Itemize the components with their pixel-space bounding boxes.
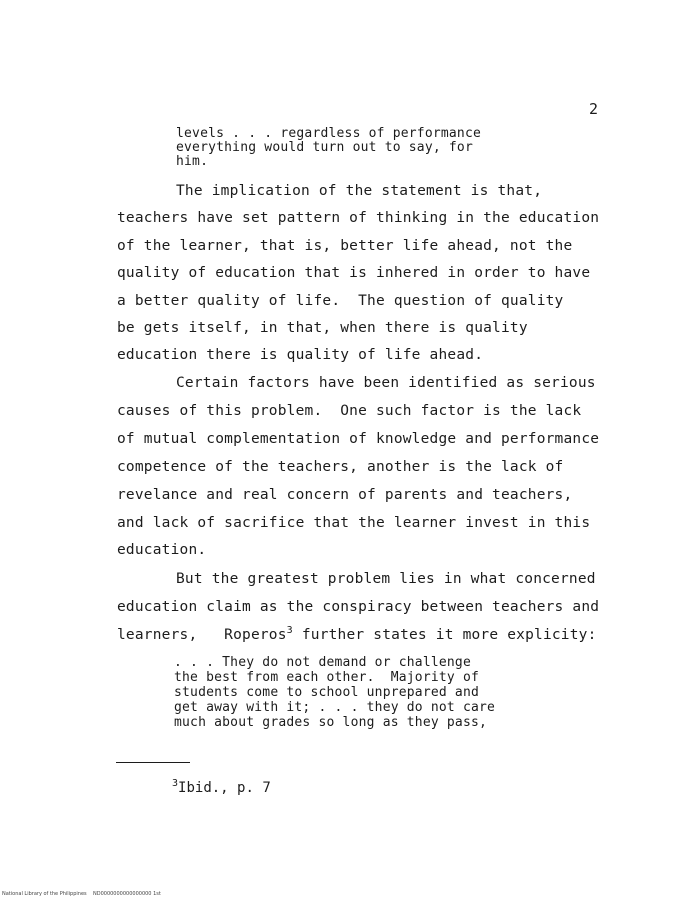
paragraph-1-line-2: teachers have set pattern of thinking in the education — [117, 210, 600, 226]
paragraph-1-line-3: of the learner, that is, better life ahead, not the — [117, 238, 573, 254]
paragraph-3-line-3 — [117, 627, 597, 643]
paragraph-1-line-6: be gets itself, in that, when there is quality — [117, 320, 528, 336]
paragraph-1-line-4: quality of education that is inhered in order to have — [117, 265, 591, 281]
paragraph-2-line-2: causes of this problem. One such factor is the lack — [117, 403, 582, 419]
block-quote-2-line-4: get away with it; . . . they do not care — [174, 700, 496, 715]
paragraph-2-line-7: education. — [117, 542, 207, 558]
footnote — [172, 780, 271, 796]
paragraph-2-line-1: Certain factors have been identified as serious — [176, 375, 596, 391]
page-number: 2 — [589, 100, 599, 118]
block-quote-2-line-1: . . . They do not demand or challenge — [174, 655, 471, 670]
footnote-divider — [116, 762, 190, 763]
footnote-marker: 3 — [172, 778, 179, 789]
block-quote-2-line-3: students come to school unprepared and — [174, 685, 480, 700]
paragraph-3-line-2: education claim as the conspiracy between teachers and — [117, 599, 600, 615]
block-quote-1-line-2: everything would turn out to say, for — [176, 140, 473, 155]
block-quote-2-line-5: much about grades so long as they pass, — [174, 715, 488, 730]
paragraph-2-line-6: and lack of sacrifice that the learner invest in this — [117, 515, 591, 531]
paragraph-2-line-3: of mutual complementation of knowledge and performance — [117, 431, 600, 447]
footnote-text: Ibid., p. 7 — [178, 780, 271, 796]
paragraph-2-line-5: revelance and real concern of parents and teachers, — [117, 487, 573, 503]
paragraph-3-line-3-end: further states it more explicity: — [292, 627, 597, 643]
block-quote-1-line-3: him. — [176, 154, 209, 169]
paragraph-2-line-4: competence of the teachers, another is the lack of — [117, 459, 564, 475]
paragraph-1-line-1: The implication of the statement is that, — [176, 183, 543, 199]
paragraph-1-line-5: a better quality of life. The question of quality — [117, 293, 564, 309]
block-quote-1-line-1: levels . . . regardless of performance — [176, 126, 482, 141]
paragraph-3-line-1: But the greatest problem lies in what concerned — [176, 571, 596, 587]
scan-footer: National Library of the Philippines ND0000000000000000 1st — [2, 891, 161, 897]
block-quote-2-line-2: the best from each other. Majority of — [174, 670, 480, 685]
paragraph-1-line-7: education there is quality of life ahead. — [117, 347, 484, 363]
footnote-reference-marker: 3 — [286, 625, 293, 636]
paragraph-3-line-3-start: learners, Roperos — [117, 627, 287, 643]
